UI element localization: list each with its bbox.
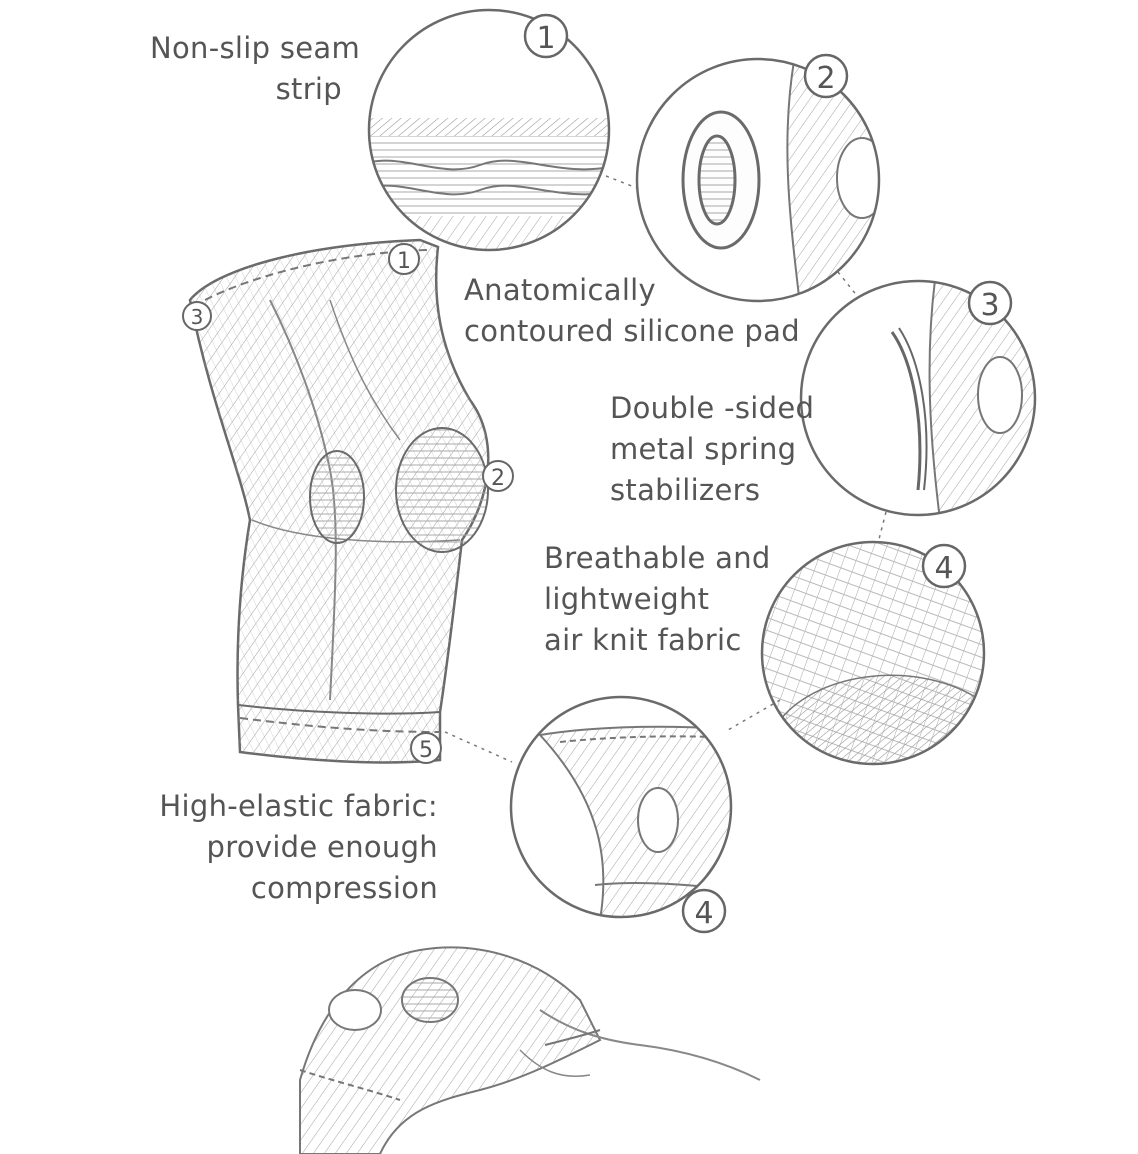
- svg-text:2: 2: [491, 466, 505, 491]
- callout-line: provide enough: [206, 830, 438, 864]
- callout-knit-fabric: [544, 538, 771, 661]
- callout-line: Anatomically: [464, 273, 657, 307]
- callout-line: contoured silicone pad: [464, 314, 800, 348]
- svg-text:3: 3: [980, 288, 1000, 323]
- callout-seam-strip: [150, 28, 361, 110]
- callout-line: compression: [250, 871, 438, 905]
- callout-line: High-elastic fabric:: [159, 789, 438, 823]
- wearing-marker-4: [683, 890, 725, 932]
- detail-circle-worn-sleeve: [510, 695, 740, 920]
- callout-line: metal spring: [610, 432, 797, 466]
- svg-text:4: 4: [934, 551, 954, 586]
- callout-line: stabilizers: [610, 473, 761, 507]
- callout-line: Non-slip seam: [150, 31, 361, 65]
- detail-marker-2: [805, 55, 847, 97]
- svg-text:1: 1: [536, 21, 556, 56]
- callout-line: strip: [275, 72, 342, 106]
- sleeve-marker-2: [483, 461, 513, 491]
- callout-elastic-fabric: [130, 786, 438, 909]
- sleeve-marker-1: [389, 244, 419, 274]
- detail-marker-1: [525, 15, 567, 57]
- svg-text:1: 1: [397, 249, 411, 274]
- detail-marker-4: [923, 545, 965, 587]
- callout-line: Double -sided: [610, 391, 815, 425]
- callout-line: air knit fabric: [544, 623, 742, 657]
- detail-circle-seam-strip: [360, 10, 620, 256]
- callout-line: lightweight: [544, 582, 710, 616]
- svg-text:5: 5: [419, 738, 433, 763]
- callout-silicone-pad: [464, 270, 800, 352]
- detail-marker-3: [969, 282, 1011, 324]
- svg-text:3: 3: [190, 305, 204, 329]
- callout-spring-stabilizers: [610, 388, 814, 511]
- hands-putting-on-sleeve: [300, 947, 760, 1154]
- svg-text:2: 2: [816, 61, 836, 96]
- svg-text:4: 4: [694, 896, 714, 931]
- detail-circle-silicone-pad: [630, 55, 890, 305]
- sleeve-marker-5: [411, 733, 441, 763]
- knee-sleeve: [190, 240, 488, 762]
- callout-line: Breathable and: [544, 541, 771, 575]
- sleeve-marker-3: [183, 302, 211, 330]
